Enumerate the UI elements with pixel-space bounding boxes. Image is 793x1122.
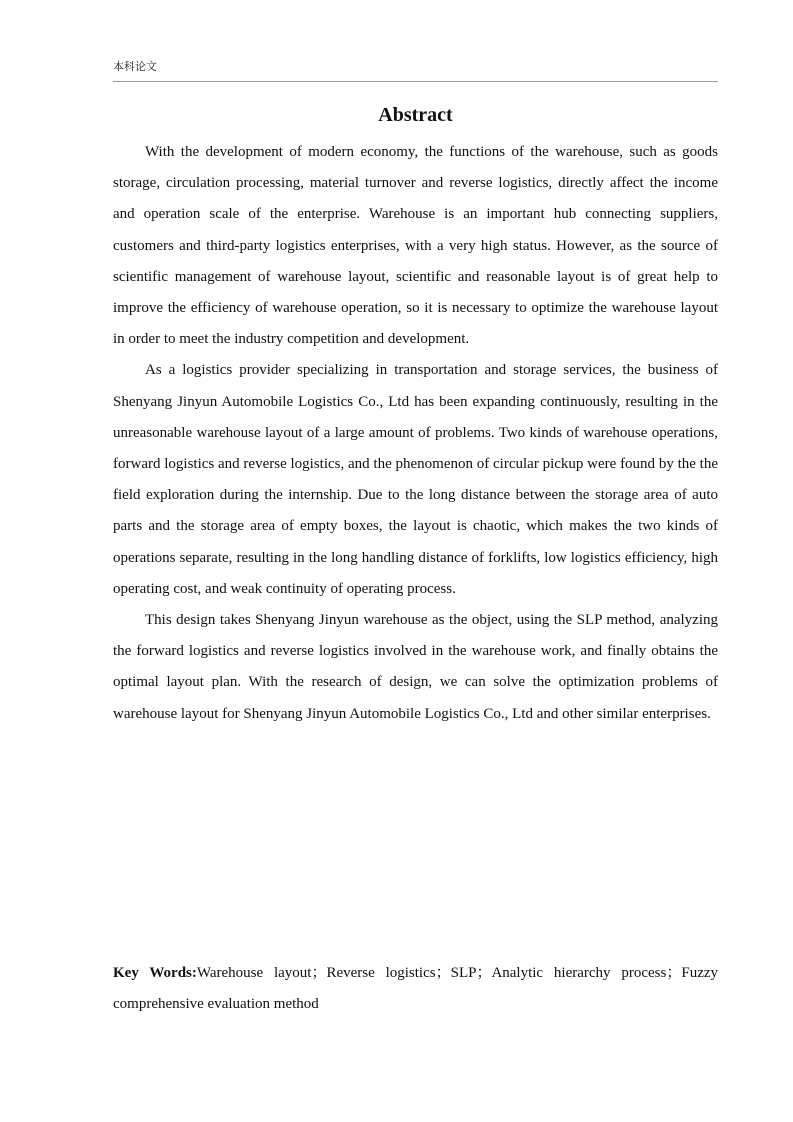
page-header: 本科论文 bbox=[113, 61, 157, 73]
abstract-paragraph-2: As a logistics provider specializing in transportation and storage services, the business of Shenyang Jinyun Automobile Logistics Co., Ltd has been expanding continuously, resulting in the unreasonable warehouse layout of a large amount of problems. Two kinds of warehouse operations, forward logistics and reverse logistics, and the phenomenon of circular pickup were found by the the field exploration during the internship. Due to the long distance between the storage area of auto parts and the storage area of empty boxes, the layout is chaotic, which makes the two kinds of operations separate, resulting in the long handling distance of forklifts, low logistics efficiency, high operating cost, and weak continuity of operating process. bbox=[113, 362, 718, 597]
header-divider bbox=[113, 81, 718, 82]
keywords-block bbox=[113, 958, 718, 1020]
keywords-label: Key Words: bbox=[113, 965, 197, 981]
abstract-paragraph-1: With the development of modern economy, the functions of the warehouse, such as goods storage, circulation processing, material turnover and reverse logistics, directly affect the income and operation scale of the enterprise. Warehouse is an important hub connecting suppliers, customers and third-party logistics enterprises, with a very high status. However, as the source of scientific management of warehouse layout, scientific and reasonable layout is of great help to improve the efficiency of warehouse operation, so it is necessary to optimize the warehouse layout in order to meet the industry competition and development. bbox=[113, 144, 718, 348]
abstract-title: Abstract bbox=[378, 104, 453, 126]
abstract-body bbox=[113, 137, 718, 730]
keywords-text: Warehouse layout；Reverse logistics；SLP；Analytic hierarchy process；Fuzzy comprehensive evaluation method bbox=[113, 965, 719, 1013]
abstract-paragraph-3: This design takes Shenyang Jinyun warehouse as the object, using the SLP method, analyzing the forward logistics and reverse logistics involved in the warehouse work, and finally obtains the optimal layout plan. With the research of design, we can solve the optimization problems of warehouse layout for Shenyang Jinyun Automobile Logistics Co., Ltd and other similar enterprises. bbox=[113, 612, 718, 722]
